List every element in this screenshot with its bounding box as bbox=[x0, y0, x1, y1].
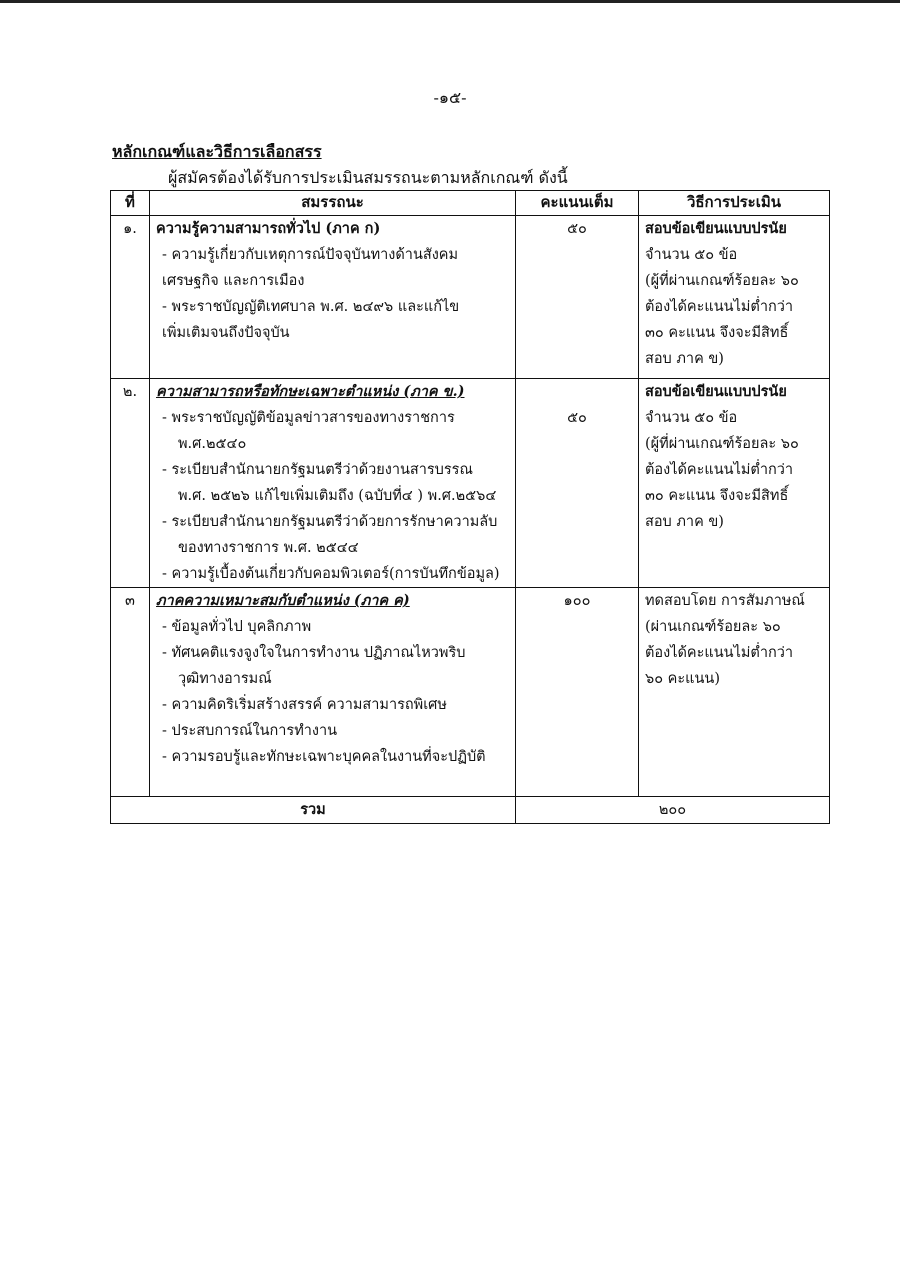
total-label: รวม bbox=[111, 797, 516, 824]
score-cell: ๕๐ bbox=[516, 216, 639, 379]
method-cell bbox=[639, 379, 830, 588]
table-row bbox=[111, 216, 830, 379]
method-cell bbox=[639, 216, 830, 379]
method-line: ๓๐ คะแนน จึงจะมีสิทธิ์ bbox=[645, 325, 789, 341]
competency-item: - ระเบียบสำนักนายกรัฐมนตรีว่าด้วยงานสารบรรณ bbox=[162, 462, 473, 478]
competency-item: - ความรู้เบื้องต้นเกี่ยวกับคอมพิวเตอร์(การบันทึกข้อมูล) bbox=[162, 566, 500, 582]
competency-title: ความรู้ความสามารถทั่วไป (ภาค ก) bbox=[156, 220, 381, 237]
table-header-row bbox=[111, 191, 830, 216]
competency-item: - ความคิดริเริ่มสร้างสรรค์ ความสามารถพิเศษ bbox=[162, 697, 447, 713]
method-line: ๖๐ คะแนน) bbox=[645, 671, 720, 687]
header-competency: สมรรถนะ bbox=[150, 191, 516, 216]
row-number: ๓ bbox=[111, 588, 150, 797]
score-cell bbox=[516, 379, 639, 588]
method-line: สอบข้อเขียนแบบปรนัย bbox=[645, 220, 787, 237]
competency-item-cont: พ.ศ. ๒๕๒๖ แก้ไขเพิ่มเติมถึง (ฉบับที่๔ ) พ.ศ.๒๕๖๔ bbox=[178, 488, 497, 504]
method-line: สอบ ภาค ข) bbox=[645, 351, 724, 367]
method-line: ต้องได้คะแนนไม่ต่ำกว่า bbox=[645, 645, 794, 661]
total-value: ๒๐๐ bbox=[516, 797, 830, 824]
competency-item: - ความรู้เกี่ยวกับเหตุการณ์ปัจจุบันทางด้านสังคม bbox=[162, 247, 459, 263]
competency-title: ภาคความเหมาะสมกับตำแหน่ง (ภาค ค) bbox=[156, 592, 410, 609]
competency-item: - พระราชบัญญัติเทศบาล พ.ศ. ๒๔๙๖ และแก้ไข bbox=[162, 299, 460, 315]
header-no: ที่ bbox=[111, 191, 150, 216]
competency-item: - ระเบียบสำนักนายกรัฐมนตรีว่าด้วยการรักษาความลับ bbox=[162, 514, 498, 530]
competency-item-cont: ของทางราชการ พ.ศ. ๒๕๔๔ bbox=[178, 540, 359, 556]
header-score: คะแนนเต็ม bbox=[516, 191, 639, 216]
competency-item-cont: เพิ่มเติมจนถึงปัจจุบัน bbox=[162, 325, 290, 341]
competency-item-cont: วุฒิทางอารมณ์ bbox=[178, 671, 272, 687]
method-line: ๓๐ คะแนน จึงจะมีสิทธิ์ bbox=[645, 488, 789, 504]
competency-item: - ข้อมูลทั่วไป บุคลิกภาพ bbox=[162, 619, 312, 635]
row-number: ๑. bbox=[111, 216, 150, 379]
page-number: -๑๕- bbox=[433, 88, 467, 107]
competency-item-cont: เศรษฐกิจ และการเมือง bbox=[162, 273, 305, 289]
competency-item: - ทัศนคติแรงจูงใจในการทำงาน ปฏิภาณไหวพริบ bbox=[162, 645, 466, 661]
method-line: ต้องได้คะแนนไม่ต่ำกว่า bbox=[645, 462, 794, 478]
top-border-line bbox=[0, 0, 900, 3]
method-line: (ผู้ที่ผ่านเกณฑ์ร้อยละ ๖๐ bbox=[645, 273, 799, 289]
row-number: ๒. bbox=[111, 379, 150, 588]
competency-item-cont: พ.ศ.๒๕๔๐ bbox=[178, 436, 247, 452]
competency-cell bbox=[150, 216, 516, 379]
competency-item: - ความรอบรู้และทักษะเฉพาะบุคคลในงานที่จะปฏิบัติ bbox=[162, 749, 486, 765]
method-line: (ผ่านเกณฑ์ร้อยละ ๖๐ bbox=[645, 619, 781, 635]
score-value: ๕๐ bbox=[567, 410, 587, 426]
competency-cell bbox=[150, 588, 516, 797]
method-cell bbox=[639, 588, 830, 797]
competency-title: ความสามารถหรือทักษะเฉพาะตำแหน่ง (ภาค ข.) bbox=[156, 383, 465, 400]
method-line: จำนวน ๕๐ ข้อ bbox=[645, 247, 738, 263]
header-method: วิธีการประเมิน bbox=[639, 191, 830, 216]
section-heading: หลักเกณฑ์และวิธีการเลือกสรร bbox=[112, 142, 322, 161]
method-line: ทดสอบโดย การสัมภาษณ์ bbox=[645, 593, 805, 609]
score-cell: ๑๐๐ bbox=[516, 588, 639, 797]
method-line: จำนวน ๕๐ ข้อ bbox=[645, 410, 738, 426]
competency-item: - พระราชบัญญัติข้อมูลข่าวสารของทางราชการ bbox=[162, 410, 455, 426]
competency-cell bbox=[150, 379, 516, 588]
method-line: สอบข้อเขียนแบบปรนัย bbox=[645, 383, 787, 400]
method-line: สอบ ภาค ข) bbox=[645, 514, 724, 530]
intro-text: ผู้สมัครต้องได้รับการประเมินสมรรถนะตามหลักเกณฑ์ ดังนี้ bbox=[168, 168, 568, 187]
total-row bbox=[111, 797, 830, 824]
method-line: (ผู้ที่ผ่านเกณฑ์ร้อยละ ๖๐ bbox=[645, 436, 799, 452]
table-row bbox=[111, 588, 830, 797]
table-row bbox=[111, 379, 830, 588]
competency-table bbox=[110, 190, 830, 824]
competency-item: - ประสบการณ์ในการทำงาน bbox=[162, 723, 338, 739]
method-line: ต้องได้คะแนนไม่ต่ำกว่า bbox=[645, 299, 794, 315]
